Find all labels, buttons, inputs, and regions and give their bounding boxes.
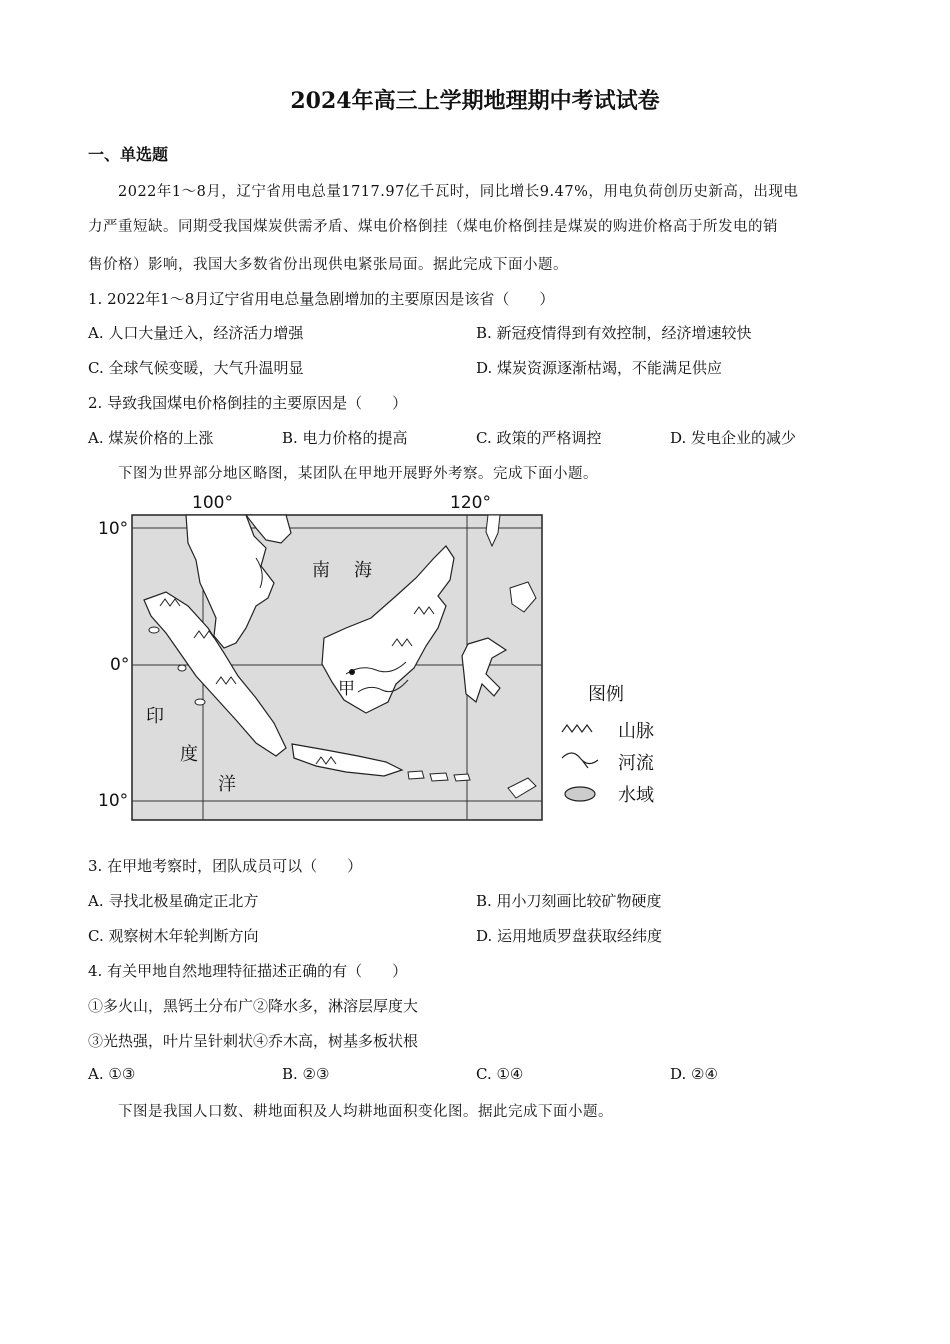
sea-label-char: 南 <box>312 560 330 581</box>
q3-option-a: A. 寻找北极星确定正北方 <box>88 892 259 910</box>
q4-statement-line: ①多火山，黑钙土分布广②降水多，淋溶层厚度大 <box>88 997 419 1015</box>
q1-option-b: B. 新冠疫情得到有效控制，经济增速较快 <box>476 324 752 342</box>
q3-option-b: B. 用小刀刻画比较矿物硬度 <box>476 892 662 910</box>
q2-option-d: D. 发电企业的减少 <box>670 429 797 447</box>
intro-paragraph-line: 售价格）影响，我国大多数省份出现供电紧张局面。据此完成下面小题。 <box>88 257 568 273</box>
lat-label-0: 0° <box>110 655 130 675</box>
ocean-label-char: 度 <box>180 744 198 765</box>
q4-option-d: D. ②④ <box>670 1065 718 1083</box>
question-number: 1. <box>88 290 103 308</box>
lat-label-10s: 10° <box>98 791 129 811</box>
land-island <box>454 774 470 781</box>
legend-mountain-label: 山脉 <box>618 721 654 742</box>
q3-option-c: C. 观察树木年轮判断方向 <box>88 927 259 945</box>
q1-option-d: D. 煤炭资源逐渐枯竭，不能满足供应 <box>476 359 723 377</box>
land-island <box>149 627 159 633</box>
intro-paragraph-line: 力严重短缺。同期受我国煤炭供需矛盾、煤电价格倒挂（煤电价格倒挂是煤炭的购进价格高于所发电的销 <box>88 219 778 235</box>
intro-paragraph-line: 2022年1～8月，辽宁省用电总量1717.97亿千瓦时，同比增长9.47%，用电负荷创历史新高，出现电 <box>118 184 799 200</box>
q4-option-c: C. ①④ <box>476 1065 524 1083</box>
land-island <box>178 665 186 671</box>
q4-option-a: A. ①③ <box>88 1065 136 1083</box>
q4-statement-line: ③光热强，叶片呈针刺状④乔木高，树基多板状根 <box>88 1032 419 1050</box>
page-title: 2024年高三上学期地理期中考试试卷 <box>290 88 660 114</box>
land-island <box>408 771 424 779</box>
legend-mountain-icon <box>562 725 592 732</box>
q3-option-d: D. 运用地质罗盘获取经纬度 <box>476 927 663 945</box>
map-figure <box>96 488 676 828</box>
land-island <box>430 773 448 781</box>
q1-option-c: C. 全球气候变暖，大气升温明显 <box>88 359 304 377</box>
q2-option-c: C. 政策的严格调控 <box>476 429 602 447</box>
q2-option-a: A. 煤炭价格的上涨 <box>88 429 214 447</box>
legend-water-icon <box>565 787 595 801</box>
q1-option-a: A. 人口大量迁入，经济活力增强 <box>88 324 304 342</box>
section-heading: 一、单选题 <box>88 145 169 164</box>
legend-river-icon <box>562 753 598 768</box>
legend-river-label: 河流 <box>618 753 654 774</box>
question-1-stem <box>88 288 554 309</box>
legend-water-label: 水域 <box>618 785 654 806</box>
ocean-label-char: 印 <box>146 706 164 727</box>
question-4-stem: 4. 有关甲地自然地理特征描述正确的有（ ） <box>88 962 408 980</box>
lon-label-120: 120° <box>450 493 491 513</box>
legend-title: 图例 <box>588 684 624 705</box>
intro-paragraph: 下图为世界部分地区略图，某团队在甲地开展野外考察。完成下面小题。 <box>118 466 598 482</box>
question-2-stem: 2. 导致我国煤电价格倒挂的主要原因是（ ） <box>88 394 408 412</box>
sea-label-char: 海 <box>354 560 372 581</box>
q2-option-b: B. 电力价格的提高 <box>282 429 408 447</box>
land-island <box>195 699 205 705</box>
q4-option-b: B. ②③ <box>282 1065 330 1083</box>
map-legend <box>562 725 598 801</box>
question-3-stem: 3. 在甲地考察时，团队成员可以（ ） <box>88 857 363 875</box>
lon-label-100: 100° <box>192 493 233 513</box>
site-label: 甲 <box>338 679 355 699</box>
question-text: 2022年1～8月辽宁省用电总量急剧增加的主要原因是该省（ ） <box>107 290 555 308</box>
site-dot <box>349 669 355 675</box>
ocean-label-char: 洋 <box>218 774 236 795</box>
intro-paragraph: 下图是我国人口数、耕地面积及人均耕地面积变化图。据此完成下面小题。 <box>118 1104 613 1120</box>
lat-label-10n: 10° <box>98 519 129 539</box>
